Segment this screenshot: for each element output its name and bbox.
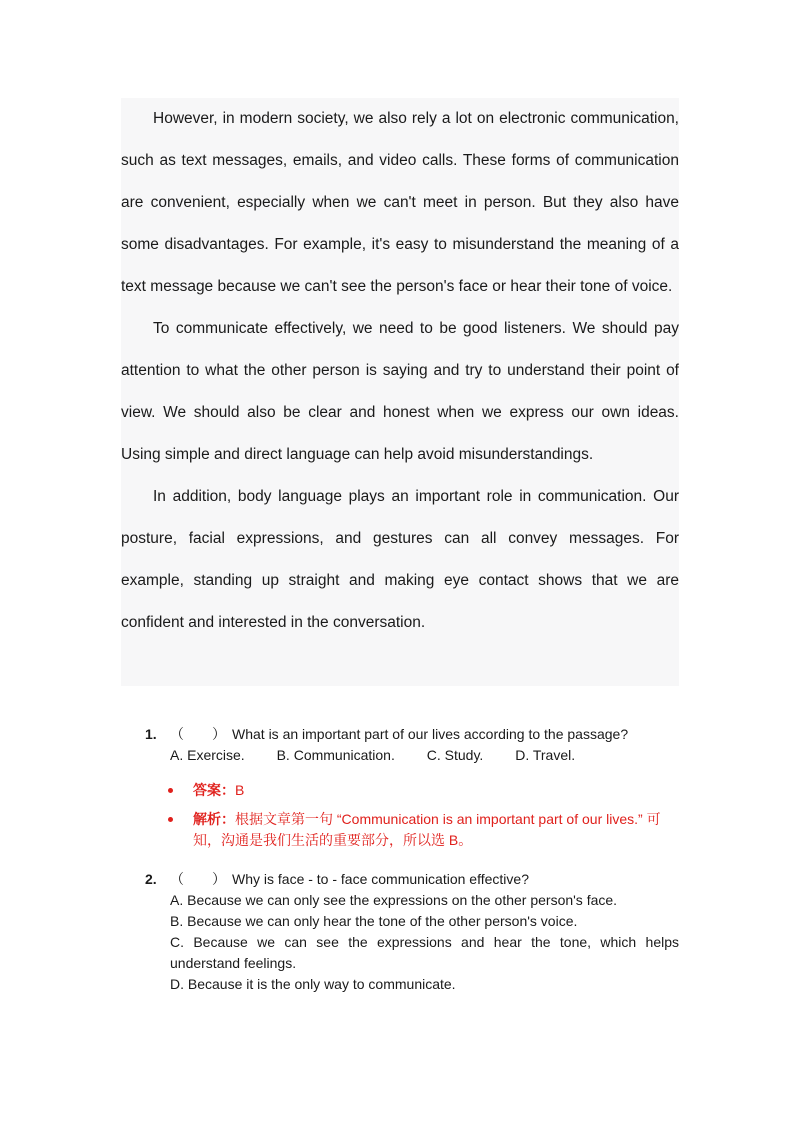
option-list xyxy=(170,745,679,766)
question-list xyxy=(145,724,679,995)
option-b: B. Communication. xyxy=(276,747,395,763)
question-number: 2. xyxy=(145,871,157,887)
option-d: D. Travel. xyxy=(515,747,576,763)
analysis-item xyxy=(193,809,679,851)
answer-list xyxy=(145,780,679,851)
bullet-dot-icon xyxy=(168,817,173,822)
answer-blank: （ ） xyxy=(170,726,226,742)
answer-blank: （ ） xyxy=(170,871,226,887)
option-b: B. Because we can only hear the tone of the other person's voice. xyxy=(170,913,578,929)
option-c: C. Study. xyxy=(426,747,484,763)
question-text: Why is face - to - face communication effective? xyxy=(232,871,529,887)
analysis-text: 根据文章第一句 “Communication is an important part of our lives.” 可知，沟通是我们生活的重要部分，所以选 B。 xyxy=(193,811,661,848)
bullet-dot-icon xyxy=(168,788,173,793)
question-text: What is an important part of our lives according to the passage? xyxy=(232,726,629,742)
answer-value: B xyxy=(235,782,245,798)
option-c: C. Because we can see the expressions and hear the tone, which helps understand feelings. xyxy=(170,934,679,971)
passage-paragraph: To communicate effectively, we need to be good listeners. We should pay attention to what the other person is saying and try to understand their point of view. We should also be clear and honest when we express our own ideas. Using simple and direct language can help avoid misunderstandings. xyxy=(121,320,679,463)
option-d: D. Because it is the only way to communicate. xyxy=(170,976,456,992)
question-stem xyxy=(170,724,679,745)
analysis-label: 解析： xyxy=(193,811,235,827)
question-number: 1. xyxy=(145,726,157,742)
passage-paragraph: In addition, body language plays an important role in communication. Our posture, facial expressions, and gestures can all convey messages. For example, standing up straight and making eye contact shows that we are confident and interested in the conversation. xyxy=(121,488,679,631)
question-2 xyxy=(145,869,679,995)
option-a: A. Exercise. xyxy=(170,747,245,763)
option-list xyxy=(170,890,679,995)
passage-paragraph: However, in modern society, we also rely a lot on electronic communication, such as text messages, emails, and video calls. These forms of communication are convenient, especially when we can't meet in person. But they also have some disadvantages. For example, it's easy to misunderstand the meaning of a text message because we can't see the person's face or hear their tone of voice. xyxy=(121,110,679,295)
answer-item xyxy=(193,780,679,801)
answer-label: 答案： xyxy=(193,782,235,798)
question-stem xyxy=(170,869,679,890)
option-a: A. Because we can only see the expressions on the other person's face. xyxy=(170,892,618,908)
question-1 xyxy=(145,724,679,851)
reading-passage xyxy=(121,98,679,686)
